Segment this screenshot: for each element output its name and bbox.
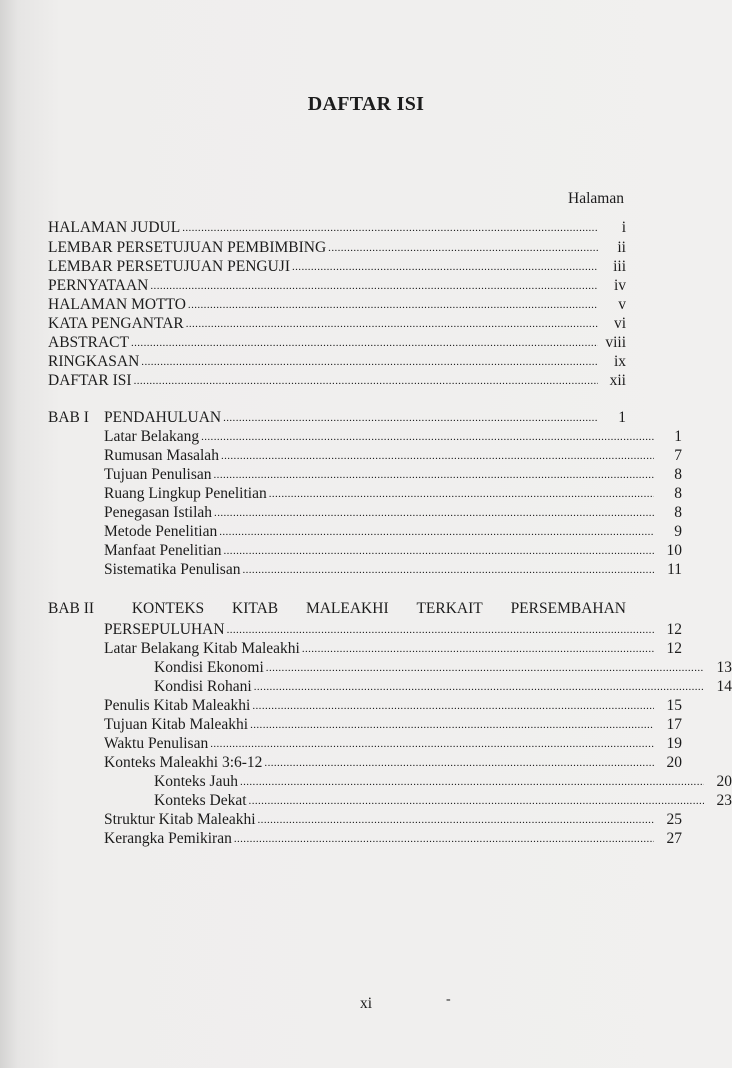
toc-chapter-bab-2-line2: PERSEPULUHAN ..... 12 bbox=[48, 620, 682, 640]
toc-entry-halaman-judul: HALAMAN JUDUL ..... i bbox=[48, 218, 626, 238]
toc-chapter-bab-1: BAB I PENDAHULUAN ..... 1 bbox=[48, 408, 626, 428]
chapter-title: PENDAHULUAN bbox=[104, 409, 222, 426]
toc-entry: Sistematika Penulisan ..... 11 bbox=[48, 560, 682, 580]
chapter-title-word: KITAB bbox=[232, 600, 279, 617]
chapter-number: BAB II bbox=[48, 600, 95, 617]
halaman-column-label: Halaman bbox=[568, 190, 624, 207]
page-number-footer: xi bbox=[359, 995, 373, 1012]
toc-entry: Metode Penelitian ..... 9 bbox=[48, 522, 682, 542]
toc-entry: Waktu Penulisan ..... 19 bbox=[48, 734, 682, 754]
toc-entry-kata-pengantar: KATA PENGANTAR ..... vi bbox=[48, 314, 626, 334]
toc-entry: Tujuan Penulisan ..... 8 bbox=[48, 465, 682, 485]
toc-subentry: Konteks Dekat ..... 23 bbox=[48, 791, 732, 811]
toc-entry-abstract: ABSTRACT ..... viii bbox=[48, 333, 626, 353]
toc-subentry: Kondisi Rohani ..... 14 bbox=[48, 677, 732, 697]
toc-entry: Tujuan Kitab Maleakhi ..... 17 bbox=[48, 715, 682, 735]
toc-entry: Rumusan Masalah ..... 7 bbox=[48, 446, 682, 466]
toc-entry: Latar Belakang ..... 1 bbox=[48, 427, 682, 447]
toc-entry: Ruang Lingkup Penelitian ..... 8 bbox=[48, 484, 682, 504]
toc-subentry: Kondisi Ekonomi ..... 13 bbox=[48, 658, 732, 678]
toc-entry-ringkasan: RINGKASAN ..... ix bbox=[48, 352, 626, 372]
toc-entry: Konteks Maleakhi 3:6-12 ..... 20 bbox=[48, 753, 682, 773]
toc-entry: Manfaat Penelitian ..... 10 bbox=[48, 541, 682, 561]
toc-entry: Kerangka Pemikiran ..... 27 bbox=[48, 829, 682, 849]
toc-entry-daftar-isi: DAFTAR ISI ..... xii bbox=[48, 371, 626, 391]
toc-entry: Penegasan Istilah ..... 8 bbox=[48, 503, 682, 523]
toc-entry-lembar-penguji: LEMBAR PERSETUJUAN PENGUJI ..... iii bbox=[48, 257, 626, 277]
chapter-title-word: MALEAKHI bbox=[305, 600, 389, 617]
toc-entry: Struktur Kitab Maleakhi ..... 25 bbox=[48, 810, 682, 830]
chapter-title-word: PERSEMBAHAN bbox=[510, 600, 626, 617]
chapter-title-word: TERKAIT bbox=[416, 600, 483, 617]
footer-mark: - bbox=[446, 992, 451, 1007]
toc-entry-lembar-pembimbing: LEMBAR PERSETUJUAN PEMBIMBING ..... ii bbox=[48, 238, 626, 258]
toc-entry: Penulis Kitab Maleakhi ..... 15 bbox=[48, 696, 682, 716]
toc-subentry: Konteks Jauh ..... 20 bbox=[48, 772, 732, 792]
toc-entry: Latar Belakang Kitab Maleakhi ..... 12 bbox=[48, 639, 682, 659]
toc-entry-pernyataan: PERNYATAAN ..... iv bbox=[48, 276, 626, 296]
chapter-title-word: KONTEKS bbox=[131, 600, 205, 617]
toc-chapter-bab-2-heading bbox=[48, 599, 626, 619]
toc-entry-halaman-motto: HALAMAN MOTTO ..... v bbox=[48, 295, 626, 315]
chapter-number: BAB I bbox=[48, 409, 89, 426]
page-title: DAFTAR ISI bbox=[307, 93, 425, 115]
